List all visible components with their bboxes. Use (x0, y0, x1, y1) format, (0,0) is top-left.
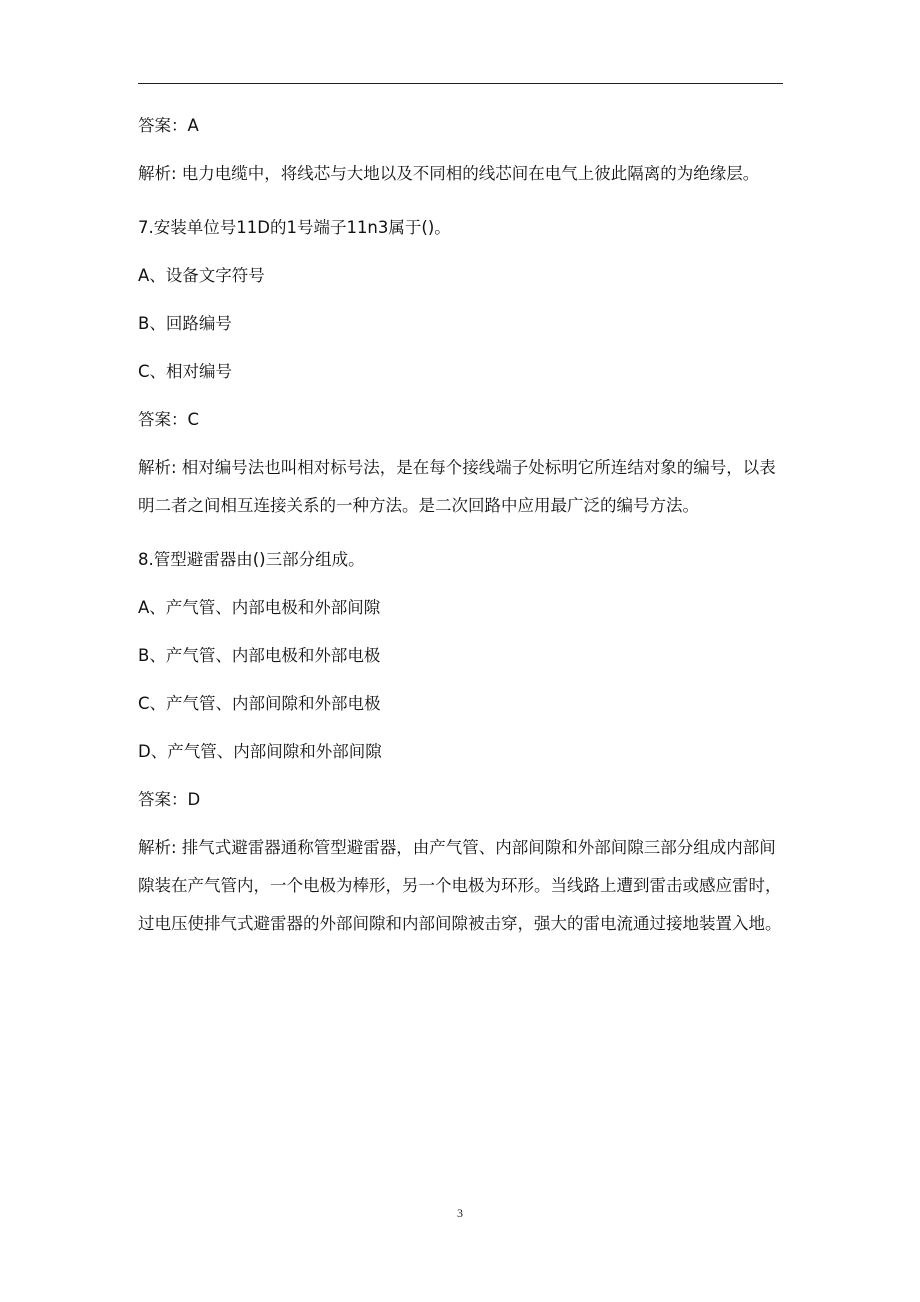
option-text: A、设备文字符号 (138, 266, 265, 285)
answer-text: 答案：D (138, 790, 201, 809)
analysis-text: 解析: 电力电缆中，将线芯与大地以及不同相的线芯间在电气上彼此隔离的为绝缘层。 (138, 164, 760, 183)
option-text: B、产气管、内部电极和外部电极 (138, 646, 381, 665)
question-text: 7.安装单位号11D的1号端子11n3属于()。 (138, 218, 451, 237)
page-number: 3 (457, 1206, 463, 1220)
option-text: C、产气管、内部间隙和外部电极 (138, 694, 381, 713)
analysis-text: 解析: 排气式避雷器通称管型避雷器，由产气管、内部间隙和外部间隙三部分组成内部间隙装在产气管内，一个电极为棒形，另一个电极为环形。当线路上遭到雷击或感应雷时，过电压使排气式避雷器的外部间隙和内部间隙被击穿，强大的雷电流通过接地装置入地。 (138, 838, 782, 933)
answer-text: 答案：C (138, 410, 200, 429)
header-rule (138, 83, 783, 84)
option-text: A、产气管、内部电极和外部间隙 (138, 598, 381, 617)
analysis-text: 解析: 相对编号法也叫相对标号法，是在每个接线端子处标明它所连结对象的编号，以表明二者之间相互连接关系的一种方法。是二次回路中应用最广泛的编号方法。 (138, 458, 776, 515)
answer-text: 答案：A (138, 116, 199, 135)
document-body (138, 114, 786, 966)
option-text: B、回路编号 (138, 314, 232, 333)
question-text: 8.管型避雷器由()三部分组成。 (138, 550, 365, 569)
option-text: C、相对编号 (138, 362, 233, 381)
option-text: D、产气管、内部间隙和外部间隙 (138, 742, 382, 761)
